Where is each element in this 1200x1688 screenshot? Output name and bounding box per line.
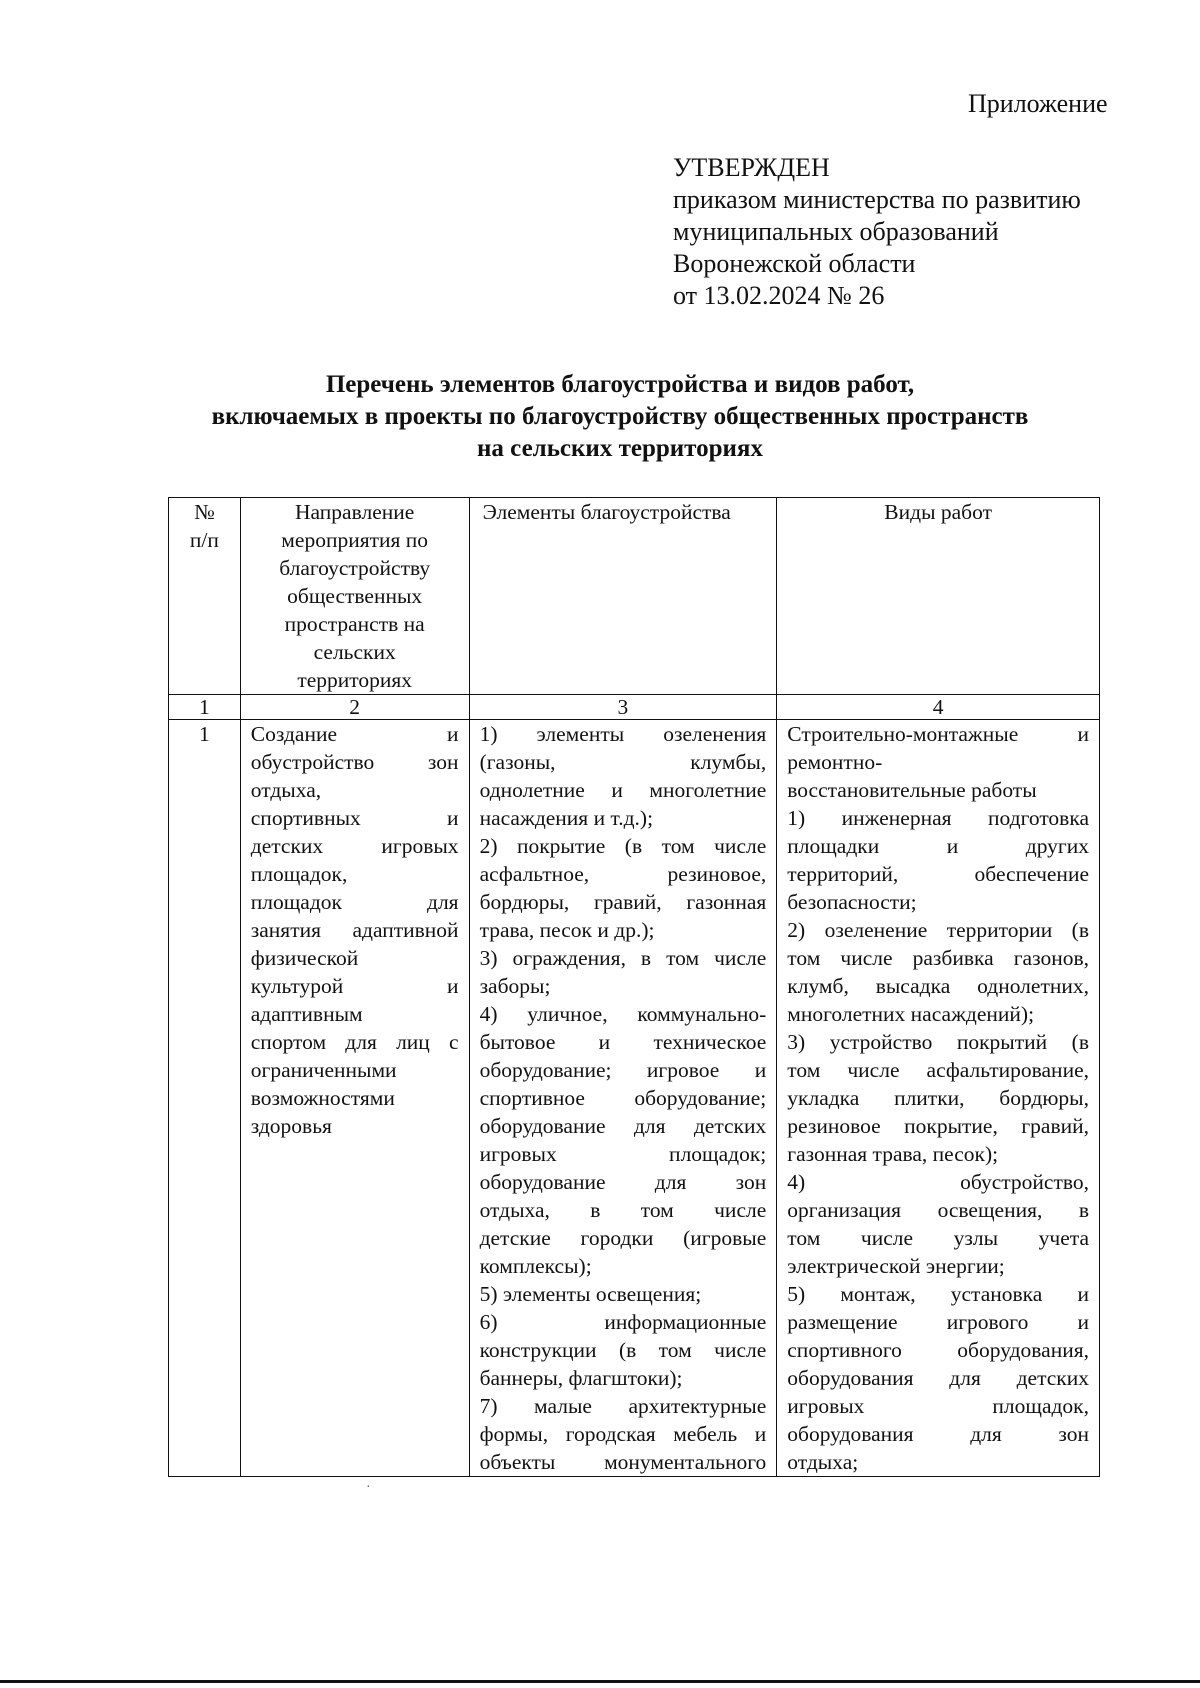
page-edge-line xyxy=(0,1680,1200,1683)
direction-cell xyxy=(240,720,469,1477)
cell-line: спортивного оборудования, xyxy=(787,1338,1089,1362)
cell-line: спортом для лиц с xyxy=(250,1030,459,1054)
cell-line: асфальтное, резиновое, xyxy=(479,862,767,886)
cell-line: 4) обустройство, xyxy=(787,1170,1089,1194)
cell-line: 1) элементы озеленения xyxy=(479,722,767,746)
cell-line: культурой и xyxy=(250,974,459,998)
cell-line: 5) элементы освещения; xyxy=(479,1282,702,1306)
header-direction-line: сельских xyxy=(313,640,396,664)
cell-line: площадки и других xyxy=(787,834,1089,858)
cell-line: 3) ограждения, в том числе xyxy=(479,946,767,970)
approval-line: от 13.02.2024 № 26 xyxy=(673,281,885,310)
cell-line: игровых площадок, xyxy=(787,1394,1089,1418)
header-num-line: п/п xyxy=(189,528,219,552)
header-num xyxy=(169,498,241,695)
column-number: 4 xyxy=(777,695,1100,720)
cell-line: детские городки (игровые xyxy=(479,1226,767,1250)
cell-line: однолетние и многолетние xyxy=(479,778,767,802)
header-direction-line: благоустройству xyxy=(279,556,431,580)
cell-line: укладка плитки, бордюры, xyxy=(787,1086,1089,1110)
cell-line: ремонтно- xyxy=(787,750,883,774)
row-number: 1 xyxy=(169,720,241,1477)
cell-line: Создание и xyxy=(250,722,459,746)
approval-line: муниципальных образований xyxy=(673,217,999,246)
cell-line: резиновое покрытие, гравий, xyxy=(787,1114,1089,1138)
cell-line: 2) покрытие (в том числе xyxy=(479,834,767,858)
cell-line: отдыха, в том числе xyxy=(479,1198,767,1222)
cell-line: занятия адаптивной xyxy=(250,918,459,942)
column-number-row xyxy=(169,695,1100,720)
column-number: 2 xyxy=(240,695,469,720)
header-direction-line: пространств на xyxy=(284,612,425,636)
cell-line: спортивных и xyxy=(250,806,459,830)
cell-line: формы, городская мебель и xyxy=(479,1422,767,1446)
cell-line: заборы; xyxy=(479,974,551,998)
cell-line: 3) устройство покрытий (в xyxy=(787,1030,1089,1054)
header-direction-line: Направление xyxy=(295,500,415,524)
title-line: на сельских территориях xyxy=(477,435,763,462)
cell-line: ограниченными xyxy=(250,1058,397,1082)
cell-line: электрической энергии; xyxy=(787,1254,1005,1278)
table-header-row xyxy=(169,498,1100,695)
cell-line: комплексы); xyxy=(479,1254,592,1278)
column-number: 3 xyxy=(469,695,777,720)
header-direction xyxy=(240,498,469,695)
cell-line: обустройство зон xyxy=(250,750,459,774)
cell-line: площадок для xyxy=(250,890,459,914)
cell-line: возможностями xyxy=(250,1086,395,1110)
header-num-line: № xyxy=(194,500,215,524)
cell-line: размещение игрового и xyxy=(787,1310,1089,1334)
cell-line: 1) инженерная подготовка xyxy=(787,806,1089,830)
cell-line: оборудование для зон xyxy=(479,1170,767,1194)
cell-line: клумб, высадка однолетних, xyxy=(787,974,1089,998)
cell-line: бытовое и техническое xyxy=(479,1030,767,1054)
header-direction-line: территориях xyxy=(297,668,413,692)
cell-line: (газоны, клумбы, xyxy=(479,750,767,774)
cell-line: безопасности; xyxy=(787,890,917,914)
cell-line: восстановительные работы xyxy=(787,778,1037,802)
cell-line: трава, песок и др.); xyxy=(479,918,655,942)
works-cell xyxy=(777,720,1100,1477)
appendix-label: Приложение xyxy=(968,89,1108,118)
cell-line: физической xyxy=(250,946,359,970)
cell-line: отдыха; xyxy=(787,1450,859,1474)
cell-line: 6) информационные xyxy=(479,1310,767,1334)
approval-line: приказом министерства по развитию xyxy=(673,185,1081,214)
elements-cell xyxy=(469,720,777,1477)
cell-line: оборудование для детских xyxy=(479,1114,767,1138)
column-number: 1 xyxy=(169,695,241,720)
cell-line: здоровья xyxy=(250,1114,332,1138)
cell-line: Строительно-монтажные и xyxy=(787,722,1089,746)
cell-line: отдыха, xyxy=(250,778,322,802)
cell-line: 2) озеленение территории (в xyxy=(787,918,1089,942)
cell-line: том числе узлы учета xyxy=(787,1226,1089,1250)
cell-line: площадок, xyxy=(250,862,348,886)
cell-line: бордюры, гравий, газонная xyxy=(479,890,767,914)
header-works: Виды работ xyxy=(777,498,1100,695)
cell-line: газонная трава, песок); xyxy=(787,1142,999,1166)
document-title xyxy=(150,369,1090,465)
cell-line: детских игровых xyxy=(250,834,459,858)
cell-line: баннеры, флагштоки); xyxy=(479,1366,683,1390)
cell-line: оборудование; игровое и xyxy=(479,1058,767,1082)
cell-line: объекты монументального xyxy=(479,1450,767,1474)
scan-speck: · xyxy=(366,1480,371,1495)
cell-line: многолетних насаждений); xyxy=(787,1002,1035,1026)
cell-line: организация освещения, в xyxy=(787,1198,1089,1222)
cell-line: том числе асфальтирование, xyxy=(787,1058,1089,1082)
cell-line: 5) монтаж, установка и xyxy=(787,1282,1089,1306)
header-direction-line: мероприятия по xyxy=(281,528,429,552)
cell-line: оборудования для зон xyxy=(787,1422,1089,1446)
cell-line: оборудования для детских xyxy=(787,1366,1089,1390)
cell-line: конструкции (в том числе xyxy=(479,1338,767,1362)
title-line: включаемых в проекты по благоустройству общественных пространств xyxy=(211,403,1029,430)
cell-line: игровых площадок; xyxy=(479,1142,767,1166)
header-elements: Элементы благоустройства xyxy=(469,498,777,695)
cell-line: 7) малые архитектурные xyxy=(479,1394,767,1418)
cell-line: адаптивным xyxy=(250,1002,363,1026)
table-row xyxy=(169,720,1100,1477)
cell-line: том числе разбивка газонов, xyxy=(787,946,1089,970)
cell-line: 4) уличное, коммунально- xyxy=(479,1002,767,1026)
approval-block xyxy=(673,152,1081,312)
approval-line: УТВЕРЖДЕН xyxy=(673,153,830,182)
works-table xyxy=(168,497,1100,1477)
title-line: Перечень элементов благоустройства и видов работ, xyxy=(325,371,915,398)
cell-line: территорий, обеспечение xyxy=(787,862,1089,886)
approval-line: Воронежской области xyxy=(673,249,916,278)
cell-line: спортивное оборудование; xyxy=(479,1086,767,1110)
cell-line: насаждения и т.д.); xyxy=(479,806,654,830)
header-direction-line: общественных xyxy=(287,584,423,608)
